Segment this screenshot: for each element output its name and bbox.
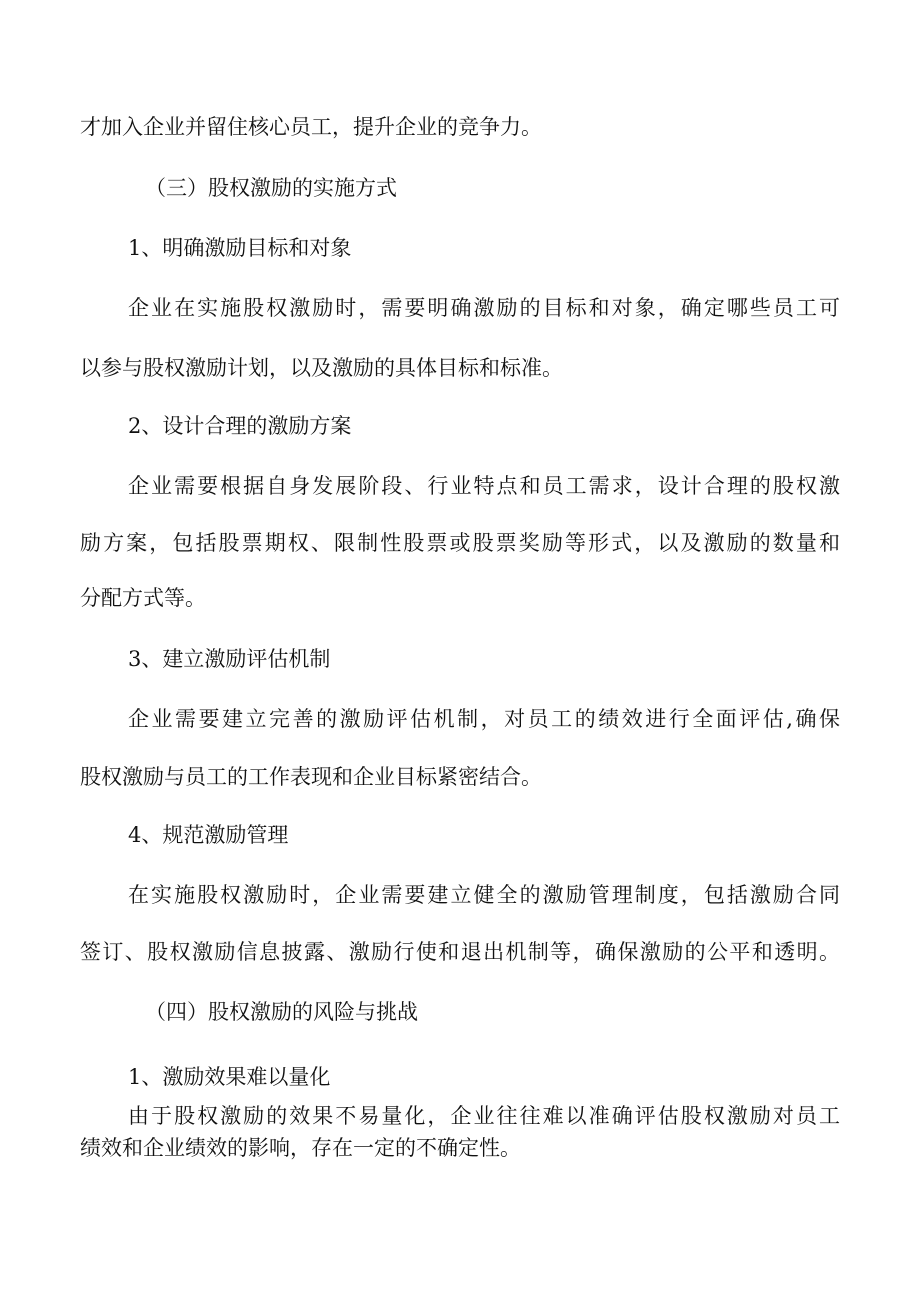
paragraph-line: 在实施股权激励时，企业需要建立健全的激励管理制度，包括激励合同: [128, 883, 840, 907]
paragraph-line: 企业需要建立完善的激励评估机制，对员工的绩效进行全面评估,确保: [128, 707, 840, 731]
paragraph-line: 才加入企业并留住核心员工，提升企业的竞争力。: [80, 115, 542, 139]
subsection-heading: 2、设计合理的激励方案: [128, 414, 352, 438]
paragraph-line: 绩效和企业绩效的影响，存在一定的不确定性。: [80, 1136, 521, 1160]
paragraph-line: 以参与股权激励计划，以及激励的具体目标和标准。: [80, 356, 563, 380]
paragraph-line: 分配方式等。: [80, 586, 206, 610]
paragraph-line: 签订、股权激励信息披露、激励行使和退出机制等，确保激励的公平和透明。: [80, 940, 840, 964]
subsection-heading: 1、激励效果难以量化: [128, 1065, 331, 1089]
subsection-heading: 4、规范激励管理: [128, 823, 289, 847]
subsection-heading: 1、明确激励目标和对象: [128, 236, 352, 260]
paragraph-line: 由于股权激励的效果不易量化，企业往往难以准确评估股权激励对员工: [128, 1104, 840, 1128]
section-heading: （三）股权激励的实施方式: [145, 176, 397, 200]
paragraph-line: 企业需要根据自身发展阶段、行业特点和员工需求，设计合理的股权激: [128, 474, 840, 498]
subsection-heading: 3、建立激励评估机制: [128, 647, 331, 671]
paragraph-line: 企业在实施股权激励时，需要明确激励的目标和对象，确定哪些员工可: [128, 296, 840, 320]
section-heading: （四）股权激励的风险与挑战: [145, 1000, 418, 1024]
paragraph-line: 股权激励与员工的工作表现和企业目标紧密结合。: [80, 765, 542, 789]
paragraph-line: 励方案，包括股票期权、限制性股票或股票奖励等形式，以及激励的数量和: [80, 531, 840, 555]
